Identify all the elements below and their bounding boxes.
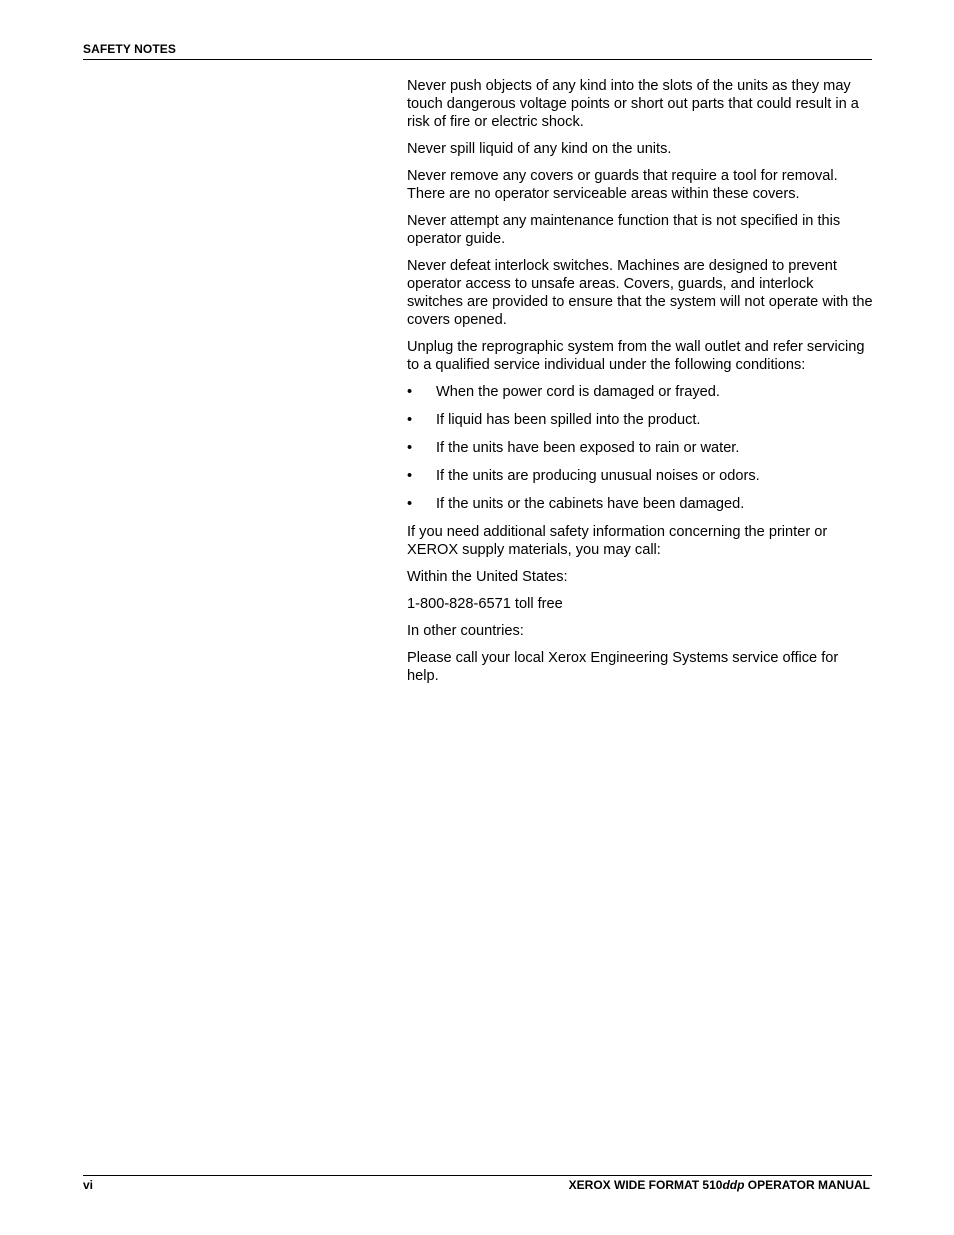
list-item-text: If liquid has been spilled into the product. [436,412,701,428]
list-item [407,439,873,457]
list-item-text: If the units have been exposed to rain or water. [436,440,740,456]
paragraph-unplug-conditions: Unplug the reprographic system from the wall outlet and refer servicing to a qualified service individual under the following conditions: [407,339,865,373]
paragraph-other-countries: In other countries: [407,623,524,639]
paragraph-push-objects: Never push objects of any kind into the slots of the units as they may touch dangerous voltage points or short out parts that could result in a risk of fire or electric shock. [407,78,859,130]
page-number: vi [83,1178,94,1192]
list-item [407,495,873,513]
safety-notes-body [407,77,873,694]
conditions-list [407,383,873,513]
list-item [407,467,873,485]
list-item [407,411,873,429]
paragraph-additional-info: If you need additional safety information concerning the printer or XEROX supply materials, you may call: [407,524,828,558]
bullet-icon: • [407,412,413,428]
bullet-icon: • [407,384,413,400]
bullet-icon: • [407,496,413,512]
list-item-text: If the units or the cabinets have been damaged. [436,496,745,512]
bullet-icon: • [407,440,413,456]
paragraph-local-office: Please call your local Xerox Engineering Systems service office for help. [407,650,839,684]
section-title: SAFETY NOTES [83,42,176,56]
page-header [83,42,872,60]
paragraph-spill-liquid: Never spill liquid of any kind on the units. [407,141,672,157]
manual-title-model: ddp [722,1178,745,1192]
paragraph-interlock-switches: Never defeat interlock switches. Machines are designed to prevent operator access to unsafe areas. Covers, guards, and interlock switches are provided to ensure that the system will not operate with the covers opened. [407,258,873,328]
manual-title-prefix: XEROX WIDE FORMAT 510 [568,1178,723,1192]
bullet-icon: • [407,468,413,484]
page-footer [83,1175,872,1196]
manual-title [569,1178,870,1192]
paragraph-within-us: Within the United States: [407,569,568,585]
manual-title-suffix: OPERATOR MANUAL [744,1178,870,1192]
paragraph-maintenance: Never attempt any maintenance function that is not specified in this operator guide. [407,213,841,247]
paragraph-remove-covers: Never remove any covers or guards that require a tool for removal. There are no operator serviceable areas within these covers. [407,168,838,202]
phone-number: 1-800-828-6571 toll free [407,596,563,612]
list-item-text: When the power cord is damaged or frayed. [436,384,720,400]
list-item-text: If the units are producing unusual noises or odors. [436,468,760,484]
list-item [407,383,873,401]
